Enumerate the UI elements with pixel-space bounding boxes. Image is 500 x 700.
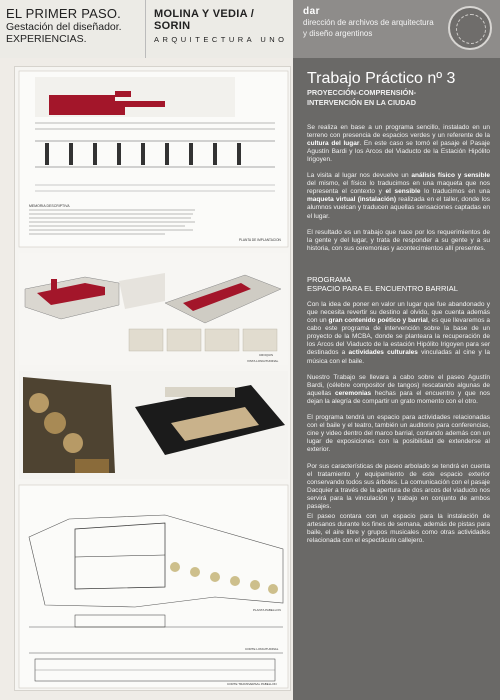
paragraph-6: El programa tendrá un espacio para actividades relacionadas con el baile y el teatro, también un auditorio para conferencias, cine y video dentro del marco barrial, contando además con un lugar de exposiciones con la posibilidad de extenderse al exterior.	[307, 414, 490, 454]
corte-longitudinal-label: CORTE LONGITUDINAL	[245, 647, 279, 651]
memoria-label: MEMORIA DESCRIPTIVA	[29, 204, 70, 208]
vista-label: VISTA LONGITUDINAL	[247, 359, 279, 363]
text-panel	[293, 58, 500, 700]
series-title: EL PRIMER PASO.	[6, 6, 121, 21]
paragraph-2: La visita al lugar nos devuelve un análisis físico y sensible del mismo, el físico lo traducimos en una maqueta que nos representa el contexto y el sensible lo traducimos en una maqueta virtual (instalación) realizada en el taller, donde los alumnos vuelcan y traducen aquellas sensaciones captadas en el lugar.	[307, 172, 490, 220]
series-block	[0, 0, 145, 58]
croquis-label: CROQUIS	[259, 353, 274, 357]
practice-subtitle-2: INTERVENCIÓN EN LA CIUDAD	[307, 97, 417, 107]
archive-brand: dar	[303, 6, 321, 17]
practice-subtitle-1: PROYECCIÓN-COMPRENSIÓN-	[307, 88, 417, 97]
corte-transversal-label: CORTE TRANSVERSAL PABELLON	[227, 682, 277, 686]
paragraph-3: El resultado es un trabajo que nace por los requerimientos de la gente y del lugar, y trata de responder a su gente y a su historia, con sus ceremonias y acontecimientos allí presentes.	[307, 228, 490, 252]
paragraph-4: Con la idea de poner en valor un lugar que fue abandonado y que necesita revertir su destino al olvido, que cuenta además con un gran contenido poético y barrial, es que llevaremos a cabo este programa de intervención sobre la base de un proyecto de la MCBA, donde se planteara la recuperación de los Arcos del Viaducto de la estación Hipólito Irigoyen para ser destinados a actividades culturales vinculadas al cine y la música con el baile.	[307, 300, 490, 365]
series-subtitle-1: Gestación del diseñador.	[6, 21, 122, 33]
section-heading-1: PROGRAMA	[307, 274, 352, 284]
board-drawings	[15, 67, 292, 692]
paragraph-8: El paseo contara con un espacio para la instalación de artesanos durante los fines de semana, además de pistas para baile, el aire libre y grupos musicales como otras actividades relacionada con el espectáculo callejero.	[307, 513, 490, 545]
header	[0, 0, 500, 58]
planta-pabellon-label: PLANTA PABELLON	[253, 608, 281, 612]
archive-line-1: dirección de archivos de arquitectura	[303, 18, 434, 27]
paragraph-5: Nuestro Trabajo se llevara a cabo sobre el paseo Agustín Bardi, (célebre compositor de tangos) rescatando algunas de aquellas ceremonias hechas para el encuentro y que nos dejan la alegría de compartir un grato momento con el otro.	[307, 373, 490, 405]
paragraph-1: Se realiza en base a un programa sencillo, instalado en un terreno con presencia de espacios verdes y un referente de la cultura del lugar. En este caso se tomó el pasaje el Pasaje Agustín Bardi y los Arcos del Viaducto de la Estación Hipólito Irigoyen.	[307, 123, 490, 163]
school-subtitle: ARQUITECTURA UNO	[154, 35, 288, 44]
university-seal-icon	[448, 6, 492, 50]
project-board	[14, 66, 291, 691]
archive-block	[293, 0, 500, 58]
school-block	[145, 0, 293, 58]
section-heading-2: ESPACIO PARA EL ENCUENTRO BARRIAL	[307, 283, 458, 293]
practice-title: Trabajo Práctico nº 3	[307, 70, 456, 87]
paragraph-7: Por sus características de paseo arbolado se tendrá en cuenta el tratamiento y equipamiento de este espacio exterior conservando todos sus árboles. La comunicación con el pasaje Dacquier a través de la apertura de dos arcos del viaducto nos servirá para la vinculación y trabajo en conjunto de ambos pasajes.	[307, 462, 490, 510]
series-subtitle-2: EXPERIENCIAS.	[6, 33, 87, 45]
school-name: MOLINA Y VEDIA / SORIN	[154, 8, 255, 32]
plan-label: PLANTA DE IMPLANTACION	[239, 238, 281, 242]
archive-line-2: y diseño argentinos	[303, 28, 373, 38]
